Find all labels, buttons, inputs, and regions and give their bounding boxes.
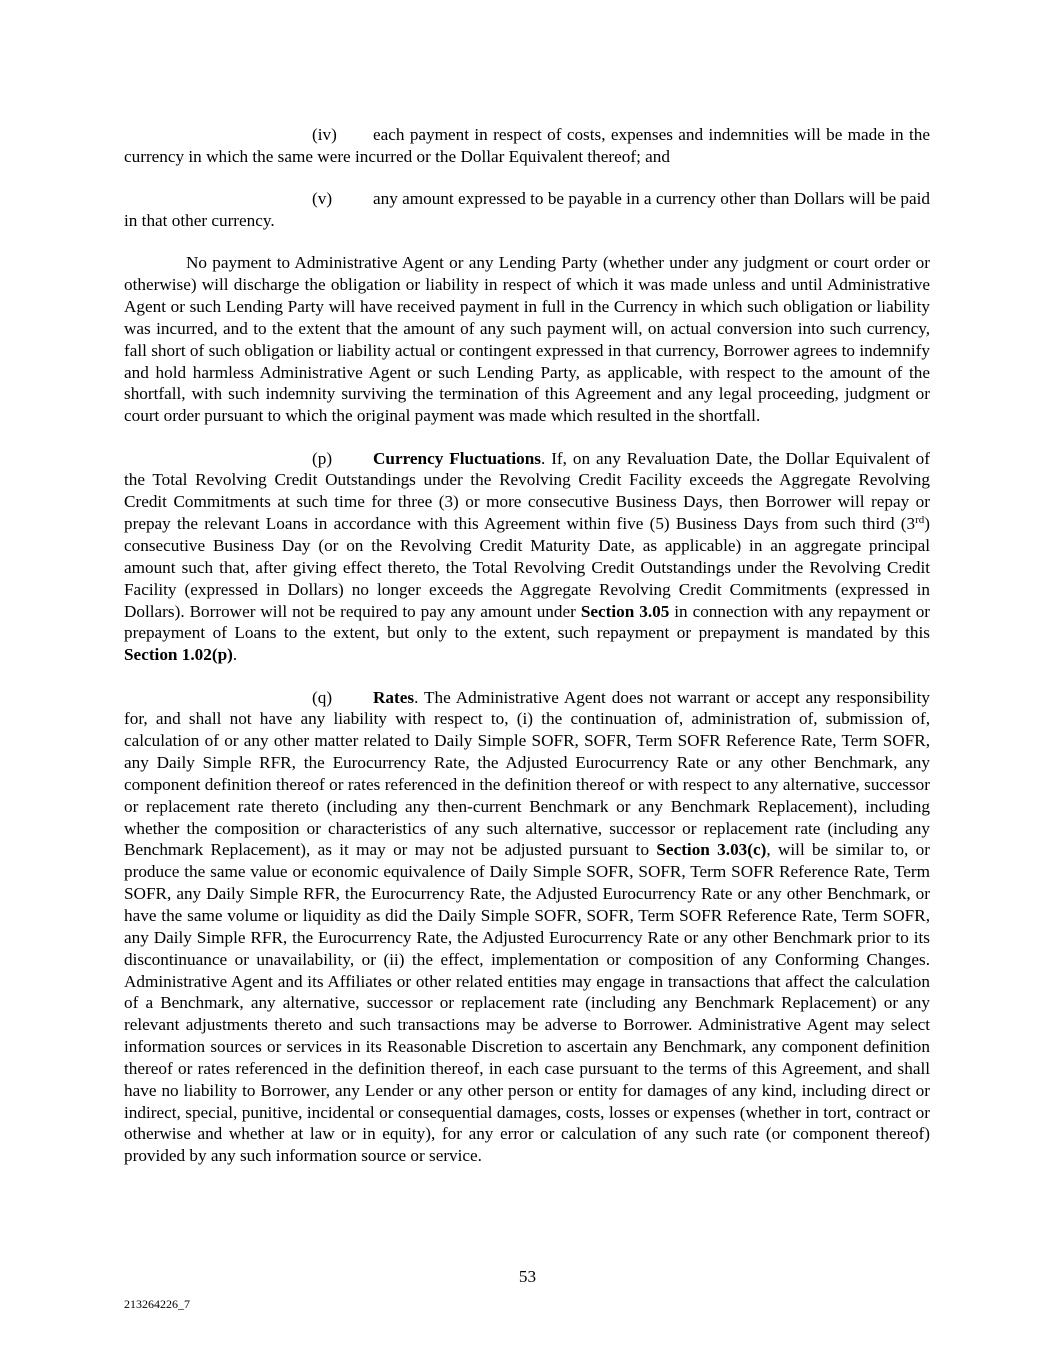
section-heading: Rates xyxy=(373,687,415,707)
page-number: 53 xyxy=(518,1267,537,1286)
payment-paragraph: No payment to Administrative Agent or any Lending Party (whether under any judgment or court order or otherwise) will discharge the obligation or liability in respect of which it was made unless and until Administrative Agent or such Lending Party will have received payment in full in the Currency in which such obligation or liability was incurred, and to the extent that the amount of any such payment will, on actual conversion into such currency, fall short of such obligation or liability actual or contingent expressed in that currency, Borrower agrees to indemnify and hold harmless Administrative Agent or such Lending Party, as applicable, with respect to the amount of the shortfall, with such indemnity surviving the termination of this Agreement and any legal proceeding, judgment or court order pursuant to which the original payment was made which resulted in the shortfall. xyxy=(124,253,930,426)
section-text: in connection with any repayment or prepayment of Loans to the extent, but only to the extent, such repayment or prepayment is mandated by this xyxy=(124,601,931,643)
section-heading: Currency Fluctuations xyxy=(373,448,541,468)
section-text: , will be similar to, or produce the same value or economic equivalence of Daily Simple SOFR, SOFR, Term SOFR Reference Rate, Term SOFR, any Daily Simple RFR, the Eurocurrency Rate, the Adjusted Eurocurrency Rate or any other Benchmark, or have the same volume or liquidity as did the Daily Simple SOFR, SOFR, Term SOFR Reference Rate, Term SOFR, any Daily Simple RFR, the Eurocurrency Rate, the Adjusted Eurocurrency Rate or any other Benchmark prior to its discontinuance or unavailability, or (ii) the effect, implementation or composition of any Conforming Changes. Administrative Agent and its Affiliates or other related entities may engage in transactions that affect the calculation of a Benchmark, any alternative, successor or replacement rate (including any Benchmark Replacement) or any relevant adjustments thereto and such transactions may be adverse to Borrower. Administrative Agent may select information sources or services in its Reasonable Discretion to ascertain any Benchmark, any component definition thereof or rates referenced in the definition thereof, in each case pursuant to the terms of this Agreement, and shall have no liability to Borrower, any Lender or any other person or entity for damages of any kind, including direct or indirect, special, punitive, incidental or consequential damages, costs, losses or expenses (whether in tort, contract or otherwise and whether at law or in equity), for any error or calculation of any such rate (or component thereof) provided by any such information source or service. xyxy=(124,840,930,1166)
section-q xyxy=(124,687,930,1168)
clause-text: any amount expressed to be payable in a currency other than Dollars will be paid in that other currency. xyxy=(124,189,930,231)
section-reference: Section 1.02(p) xyxy=(124,645,233,665)
document-id: 213264226_7 xyxy=(124,1297,190,1311)
ordinal-suffix: rd xyxy=(915,514,925,527)
section-text: . The Administrative Agent does not warrant or accept any responsibility for, and shall not have any liability with respect to, (i) the continuation of, administration of, submission of, calculation of or any other matter related to Daily Simple SOFR, SOFR, Term SOFR Reference Rate, Term SOFR, any Daily Simple RFR, the Eurocurrency Rate, the Adjusted Eurocurrency Rate or any other Benchmark, any component definition thereof or rates referenced in the definition thereof or with respect to any alternative, successor or replacement rate thereto (including any then-current Benchmark or any Benchmark Replacement), including whether the composition or characteristics of any such alternative, successor or replacement rate (including any Benchmark Replacement), as it may or may not be adjusted pursuant to xyxy=(124,687,930,860)
clause-text: each payment in respect of costs, expenses and indemnities will be made in the currency in which the same were incurred or the Dollar Equivalent thereof; and xyxy=(124,125,930,166)
clause-iv xyxy=(124,124,930,168)
document-body xyxy=(124,124,930,1188)
section-text: . xyxy=(232,645,238,665)
section-number: (p) xyxy=(312,448,333,468)
clause-number: (iv) xyxy=(312,125,337,144)
section-text: ) consecutive Business Day (or on the Revolving Credit Maturity Date, as applicable) in an aggregate principal amount such that, after giving effect thereto, the Total Revolving Credit Outstandings under the Revolving Credit Facility (expressed in Dollars) no longer exceeds the Aggregate Revolving Credit Commitments (expressed in Dollars). Borrower will not be required to pay any amount under xyxy=(124,514,930,621)
section-text: . If, on any Revaluation Date, the Dollar Equivalent of the Total Revolving Credit Outstandings under the Revolving Credit Facility exceeds the Aggregate Revolving Credit Commitments at such time for three (3) or more consecutive Business Days, then Borrower will repay or prepay the relevant Loans in accordance with this Agreement within five (5) Business Days from such third (3 xyxy=(124,448,930,534)
clause-number: (v) xyxy=(312,189,333,209)
section-reference: Section 3.05 xyxy=(580,601,670,621)
section-number: (q) xyxy=(312,687,333,707)
section-reference: Section 3.03(c) xyxy=(656,840,767,860)
clause-v xyxy=(124,188,930,232)
section-p xyxy=(124,448,930,666)
